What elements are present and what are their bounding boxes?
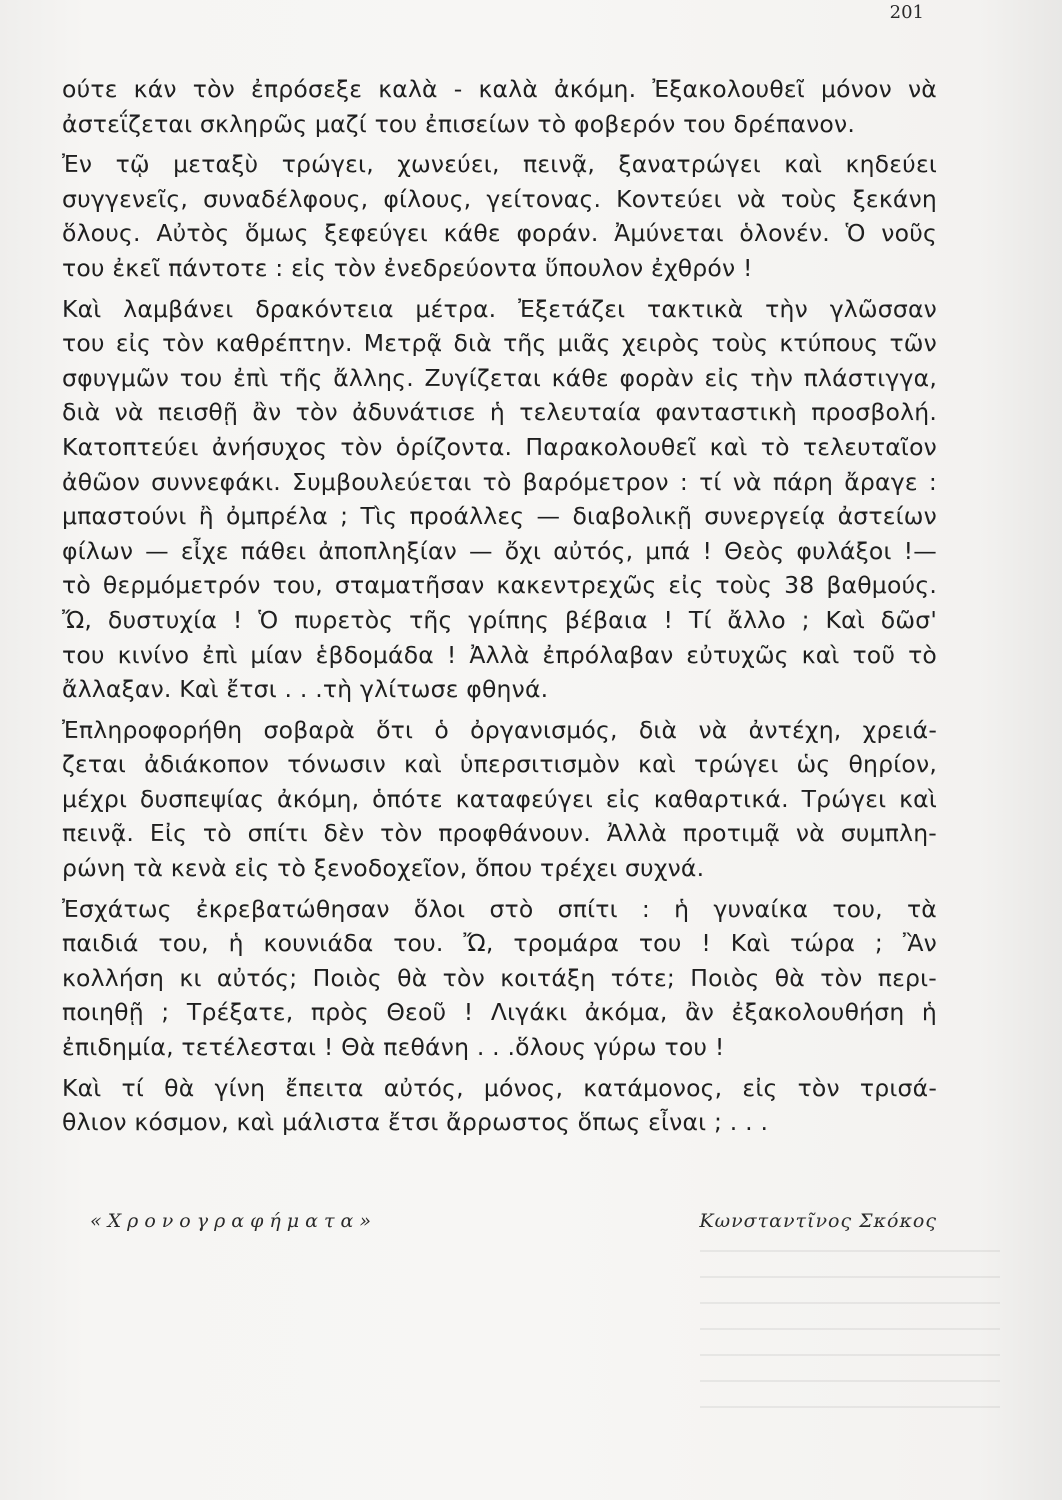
text-line: ζεται ἀδιάκοπον τόνωσιν καὶ ὑπερσιτισμὸν καὶ τρώγει ὡς θηρίον, xyxy=(62,750,937,779)
text-line: Καὶ λαμβάνει δρακόντεια μέτρα. Ἐξετάζει τακτικὰ τὴν γλῶσσαν xyxy=(62,294,937,323)
text-line: Ἐν τῷ μεταξὺ τρώγει, χωνεύει, πεινᾷ, ξανατρώγει καὶ κηδεύει xyxy=(62,150,937,179)
text-line: θλιον κόσμον, καὶ μάλιστα ἔτσι ἄρρωστος ὅπως εἶναι ; . . . xyxy=(62,1108,769,1137)
footer xyxy=(62,1210,937,1250)
text-line: φίλων — εἶχε πάθει ἀποπληξίαν — ὄχι αὐτός, μπά ! Θεὸς φυλάξοι !— xyxy=(62,536,937,565)
text-line: Ὤ, δυστυχία ! Ὁ πυρετὸς τῆς γρίπης βέβαια ! Τί ἄλλο ; Καὶ δῶσ' xyxy=(62,605,937,634)
author-signature: Κωνσταντῖνος Σκόκος xyxy=(699,1210,937,1232)
page-number: 201 xyxy=(889,2,924,23)
text-line: πεινᾷ. Εἰς τὸ σπίτι δὲν τὸν προφθάνουν. Ἀλλὰ προτιμᾷ νὰ συμπλη- xyxy=(62,819,937,848)
body-text xyxy=(62,72,937,1140)
text-line: του εἰς τὸν καθρέπτην. Μετρᾷ διὰ τῆς μιᾶς χειρὸς τοὺς κτύπους τῶν xyxy=(62,329,937,358)
text-line: Κατοπτεύει ἀνήσυχος τὸν ὁρίζοντα. Παρακολουθεῖ καὶ τὸ τελευταῖον xyxy=(62,432,937,461)
text-line: ὅλους. Αὐτὸς ὅμως ξεφεύγει κάθε φοράν. Ἀμύνεται ὁλονέν. Ὁ νοῦς xyxy=(62,219,937,248)
text-line: του κινίνο ἐπὶ μίαν ἑβδομάδα ! Ἀλλὰ ἐπρόλαβαν εὐτυχῶς καὶ τοῦ τὸ xyxy=(62,640,937,669)
text-line: ἀθῶον συννεφάκι. Συμβουλεύεται τὸ βαρόμετρον : τί νὰ πάρη ἄραγε : xyxy=(62,467,937,496)
source-title: «Χρονογραφήματα» xyxy=(90,1210,377,1232)
text-line: μπαστούνι ἢ ὀμπρέλα ; Τὶς προάλλες — διαβολικῇ συνεργείᾳ ἀστείων xyxy=(62,502,937,531)
text-line: ἄλλαξαν. Καὶ ἔτσι . . .τὴ γλίτωσε φθηνά. xyxy=(62,675,549,704)
text-line: Ἐπληροφορήθη σοβαρὰ ὅτι ὁ ὀργανισμός, διὰ νὰ ἀντέχη, χρειά- xyxy=(62,715,937,744)
text-line: του ἐκεῖ πάντοτε : εἰς τὸν ἐνεδρεύοντα ὕπουλον ἐχθρόν ! xyxy=(62,253,753,282)
text-line: διὰ νὰ πεισθῇ ἂν τὸν ἀδυνάτισε ἡ τελευταία φανταστικὴ προσβολή. xyxy=(62,398,937,427)
text-line: παιδιά του, ἡ κουνιάδα του. Ὤ, τρομάρα του ! Καὶ τώρα ; Ἂν xyxy=(62,929,937,958)
text-line: ούτε κάν τὸν ἐπρόσεξε καλὰ - καλὰ ἀκόμη. Ἐξακολουθεῖ μόνον νὰ xyxy=(62,75,937,103)
text-line: μέχρι δυσπεψίας ἀκόμη, ὁπότε καταφεύγει εἰς καθαρτικά. Τρώγει καὶ xyxy=(62,784,937,813)
text-line: ρώνη τὰ κενὰ εἰς τὸ ξενοδοχεῖον, ὅπου τρέχει συχνά. xyxy=(62,854,705,883)
text-line: ἐπιδημία, τετέλεσται ! Θὰ πεθάνη . . .ὅλους γύρω του ! xyxy=(62,1033,725,1062)
show-through-texture xyxy=(700,1250,1000,1410)
text-line: Καὶ τί θὰ γίνη ἔπειτα αὐτός, μόνος, κατάμονος, εἰς τὸν τρισά- xyxy=(62,1073,937,1102)
text-line: κολλήση κι αὐτός; Ποιὸς θὰ τὸν κοιτάξη τότε; Ποιὸς θὰ τὸν περι- xyxy=(62,963,937,992)
text-line: τὸ θερμόμετρόν του, σταματῆσαν κακεντρεχῶς εἰς τοὺς 38 βαθμούς. xyxy=(62,571,937,600)
text-line: σφυγμῶν του ἐπὶ τῆς ἄλλης. Ζυγίζεται κάθε φορὰν εἰς τὴν πλάστιγγα, xyxy=(62,363,937,392)
text-line: Ἐσχάτως ἐκρεβατώθησαν ὅλοι στὸ σπίτι : ἡ γυναίκα του, τὰ xyxy=(62,894,937,923)
text-line: ἀστεΐζεται σκληρῶς μαζί του ἐπισείων τὸ φοβερόν του δρέπανον. xyxy=(62,109,856,138)
text-line: ποιηθῇ ; Τρέξατε, πρὸς Θεοῦ ! Λιγάκι ἀκόμα, ἂν ἐξακολουθήση ἡ xyxy=(62,998,937,1027)
text-line: συγγενεῖς, συναδέλφους, φίλους, γείτονας. Κοντεύει νὰ τοὺς ξεκάνη xyxy=(62,184,937,213)
